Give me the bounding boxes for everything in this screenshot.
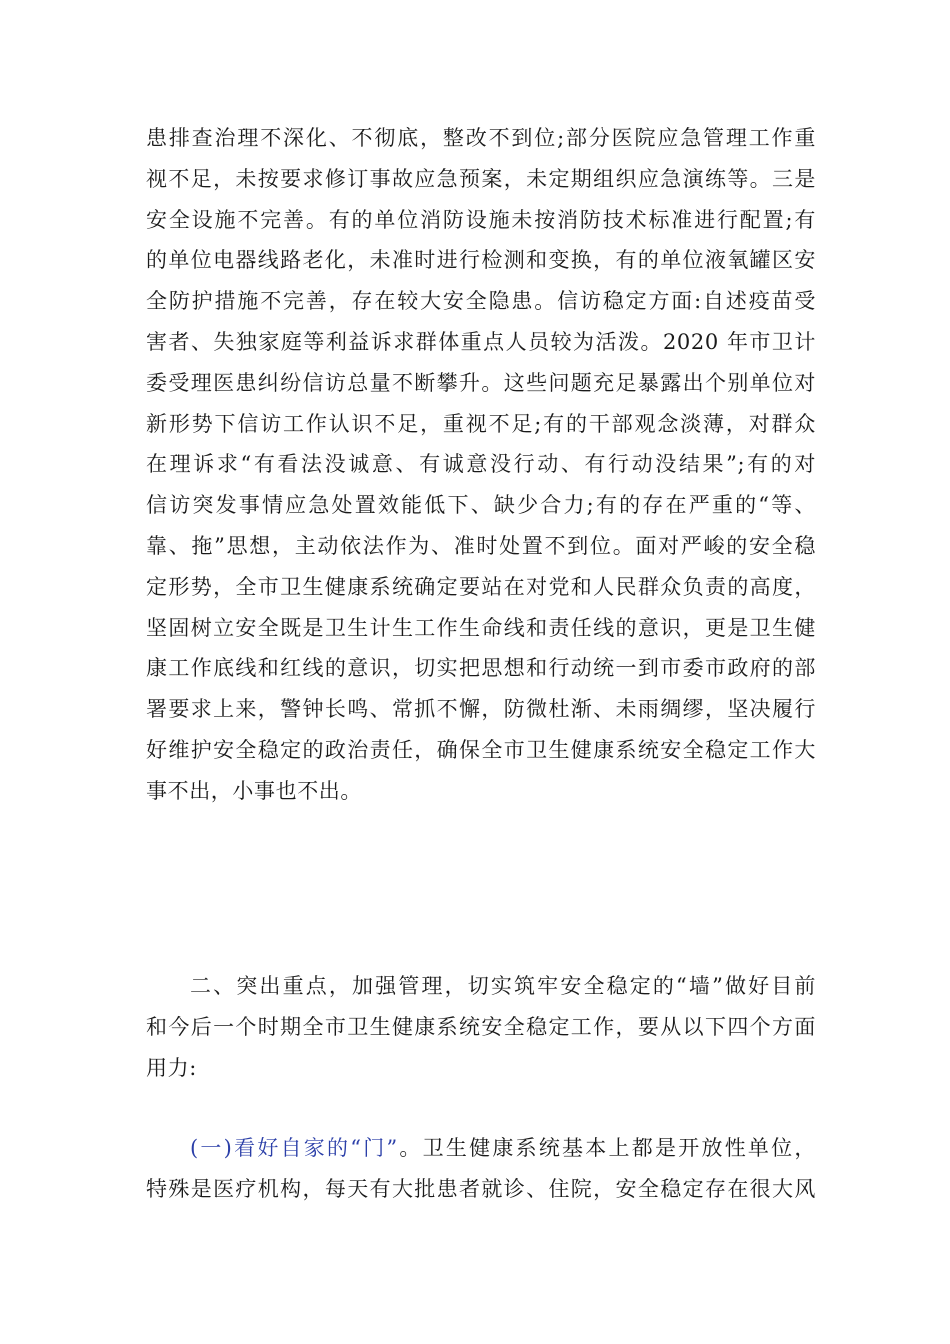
text-line: 安全设施不完善。有的单位消防设施未按消防技术标准进行配置;有 — [146, 207, 816, 232]
text-line: 全防护措施不完善，存在较大安全隐患。信访稳定方面:自述疫苗受 — [146, 289, 816, 314]
section-heading-line: 二、突出重点，加强管理，切实筑牢安全稳定的“墙”做好目前 — [190, 974, 816, 998]
text-line: 好维护安全稳定的政治责任，确保全市卫生健康系统安全稳定工作大 — [146, 737, 816, 762]
text-line: 靠、拖”思想，主动依法作为、准时处置不到位。面对严峻的安全稳 — [146, 533, 816, 558]
text-line: 和今后一个时期全市卫生健康系统安全稳定工作，要从以下四个方面 — [146, 1014, 816, 1039]
text-line: 坚固树立安全既是卫生计生工作生命线和责任线的意识，更是卫生健 — [146, 615, 816, 640]
text-line: 信访突发事情应急处置效能低下、缺少合力;有的存在严重的“等、 — [146, 493, 816, 518]
text-line: 特殊是医疗机构，每天有大批患者就诊、住院，安全稳定存在很大风 — [146, 1176, 816, 1201]
text-line: 署要求上来，警钟长鸣、常抓不懈，防微杜渐、未雨绸缪，坚决履行 — [146, 697, 816, 722]
text-line: 新形势下信访工作认识不足，重视不足;有的干部观念淡薄，对群众 — [146, 411, 816, 436]
subsection-first-line — [146, 1128, 816, 1169]
text-line: 事不出，小事也不出。 — [146, 778, 362, 803]
text-line: 委受理医患纠纷信访总量不断攀升。这些问题充足暴露出个别单位对 — [146, 370, 816, 395]
subsection-heading: (一)看好自家的“门” — [190, 1136, 398, 1160]
paragraph-safety-issues — [146, 118, 816, 812]
text-line: 患排查治理不深化、不彻底，整改不到位;部分医院应急管理工作重 — [146, 126, 816, 150]
text-line: 康工作底线和红线的意识，切实把思想和行动统一到市委市政府的部 — [146, 656, 816, 681]
text-line: 害者、失独家庭等利益诉求群体重点人员较为活泼。2020 年市卫计 — [146, 329, 816, 354]
text-line: 用力: — [146, 1055, 197, 1080]
text-line: 视不足，未按要求修订事故应急预案，未定期组织应急演练等。三是 — [146, 166, 816, 191]
text-line: 定形势，全市卫生健康系统确定要站在对党和人民群众负责的高度， — [146, 574, 816, 599]
paragraph-subsection-one — [146, 1128, 816, 1210]
text-line: 的单位电器线路老化，未准时进行检测和变换，有的单位液氧罐区安 — [146, 248, 816, 273]
subsection-first-line-text: 。卫生健康系统基本上都是开放性单位， — [397, 1136, 816, 1160]
text-line: 在理诉求“有看法没诚意、有诚意没行动、有行动没结果”;有的对 — [146, 452, 816, 477]
paragraph-section-two — [146, 966, 816, 1088]
